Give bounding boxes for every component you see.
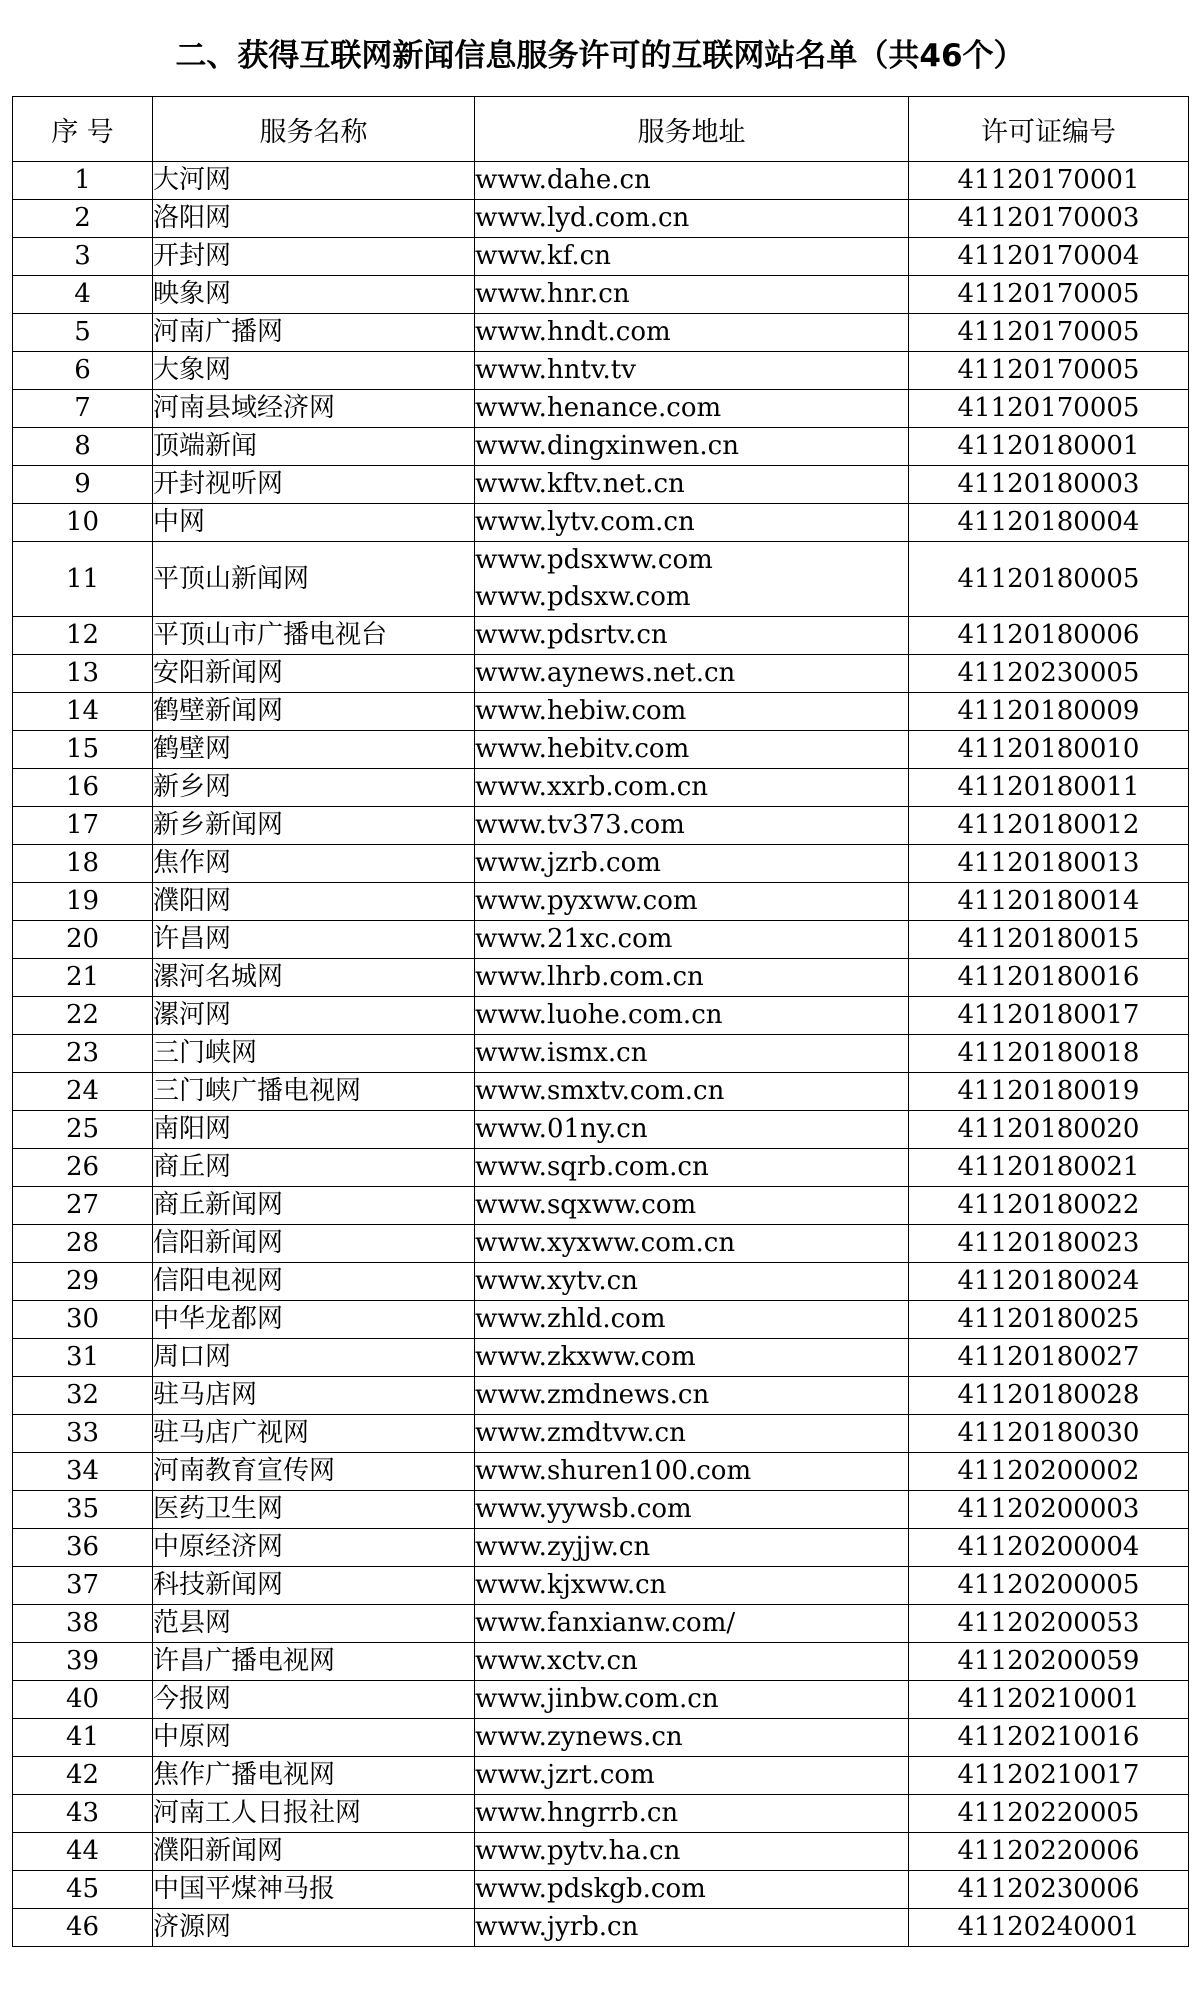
service-url: www.henance.com (475, 393, 722, 423)
service-name: 新乡网 (153, 769, 475, 807)
service-name: 中原经济网 (153, 1529, 475, 1567)
service-url-cell (475, 617, 909, 655)
license-number: 41120170005 (909, 352, 1189, 390)
service-url: www.pyxww.com (475, 886, 698, 916)
license-number: 41120180025 (909, 1301, 1189, 1339)
license-number: 41120220005 (909, 1795, 1189, 1833)
license-number: 41120180018 (909, 1035, 1189, 1073)
service-name: 洛阳网 (153, 200, 475, 238)
service-name: 大象网 (153, 352, 475, 390)
row-number: 14 (13, 693, 153, 731)
service-url: www.lyd.com.cn (475, 203, 690, 233)
row-number: 41 (13, 1719, 153, 1757)
service-name: 鹤壁新闻网 (153, 693, 475, 731)
service-url-cell (475, 845, 909, 883)
service-name: 信阳新闻网 (153, 1225, 475, 1263)
service-url: www.hndt.com (475, 317, 671, 347)
row-number: 36 (13, 1529, 153, 1567)
table-row (13, 1643, 1189, 1681)
license-number: 41120240001 (909, 1909, 1189, 1947)
row-number: 45 (13, 1871, 153, 1909)
service-name: 南阳网 (153, 1111, 475, 1149)
row-number: 23 (13, 1035, 153, 1073)
license-number: 41120200005 (909, 1567, 1189, 1605)
license-number: 41120200053 (909, 1605, 1189, 1643)
license-number: 41120180006 (909, 617, 1189, 655)
service-name: 映象网 (153, 276, 475, 314)
service-url-cell (475, 542, 909, 617)
license-number: 41120230005 (909, 655, 1189, 693)
service-url: www.jinbw.com.cn (475, 1684, 719, 1714)
license-number: 41120180024 (909, 1263, 1189, 1301)
row-number: 44 (13, 1833, 153, 1871)
table-row (13, 1377, 1189, 1415)
row-number: 20 (13, 921, 153, 959)
license-number: 41120170005 (909, 390, 1189, 428)
row-number: 31 (13, 1339, 153, 1377)
service-url: www.zyjjw.cn (475, 1532, 651, 1562)
table-row (13, 693, 1189, 731)
header-name: 服务名称 (153, 97, 475, 162)
service-name: 开封视听网 (153, 466, 475, 504)
table-row (13, 1605, 1189, 1643)
service-name: 中国平煤神马报 (153, 1871, 475, 1909)
service-url-cell (475, 238, 909, 276)
service-url-cell (475, 1719, 909, 1757)
table-row (13, 1795, 1189, 1833)
row-number: 33 (13, 1415, 153, 1453)
license-number: 41120170001 (909, 162, 1189, 200)
service-url-cell (475, 731, 909, 769)
license-number: 41120180010 (909, 731, 1189, 769)
row-number: 32 (13, 1377, 153, 1415)
service-url: www.sqrb.com.cn (475, 1152, 709, 1182)
row-number: 15 (13, 731, 153, 769)
service-url-cell (475, 655, 909, 693)
service-url: www.zynews.cn (475, 1722, 683, 1752)
service-url-cell (475, 1491, 909, 1529)
table-row (13, 504, 1189, 542)
service-name: 周口网 (153, 1339, 475, 1377)
service-url-cell (475, 1909, 909, 1947)
table-row (13, 238, 1189, 276)
service-name: 驻马店广视网 (153, 1415, 475, 1453)
service-url-cell (475, 1225, 909, 1263)
service-url-cell (475, 769, 909, 807)
row-number: 43 (13, 1795, 153, 1833)
service-url-cell (475, 1605, 909, 1643)
service-name: 许昌网 (153, 921, 475, 959)
service-url: www.pytv.ha.cn (475, 1836, 681, 1866)
row-number: 34 (13, 1453, 153, 1491)
service-name: 中网 (153, 504, 475, 542)
service-url: www.dingxinwen.cn (475, 431, 739, 461)
service-name: 三门峡网 (153, 1035, 475, 1073)
service-url: www.luohe.com.cn (475, 1000, 723, 1030)
table-body (13, 162, 1189, 1947)
service-name: 许昌广播电视网 (153, 1643, 475, 1681)
license-number: 41120180005 (909, 542, 1189, 617)
table-row (13, 845, 1189, 883)
table-row (13, 1757, 1189, 1795)
service-url-cell (475, 162, 909, 200)
table-row (13, 1187, 1189, 1225)
service-url: www.ismx.cn (475, 1038, 648, 1068)
row-number: 28 (13, 1225, 153, 1263)
service-name: 大河网 (153, 162, 475, 200)
license-number: 41120170003 (909, 200, 1189, 238)
service-url-cell (475, 1073, 909, 1111)
service-name: 焦作网 (153, 845, 475, 883)
license-number: 41120210001 (909, 1681, 1189, 1719)
service-url-cell (475, 1795, 909, 1833)
license-number: 41120180028 (909, 1377, 1189, 1415)
row-number: 10 (13, 504, 153, 542)
license-number: 41120220006 (909, 1833, 1189, 1871)
table-row (13, 466, 1189, 504)
service-url-cell (475, 1415, 909, 1453)
service-url-cell (475, 1187, 909, 1225)
license-number: 41120170005 (909, 276, 1189, 314)
service-url-cell (475, 921, 909, 959)
service-url: www.jzrb.com (475, 848, 661, 878)
service-url-cell (475, 1111, 909, 1149)
row-number: 22 (13, 997, 153, 1035)
row-number: 18 (13, 845, 153, 883)
service-name: 三门峡广播电视网 (153, 1073, 475, 1111)
table-row (13, 1415, 1189, 1453)
service-url: www.tv373.com (475, 810, 685, 840)
table-row (13, 162, 1189, 200)
service-url: www.fanxianw.com/ (475, 1608, 736, 1638)
license-number: 41120180027 (909, 1339, 1189, 1377)
row-number: 13 (13, 655, 153, 693)
table-row (13, 997, 1189, 1035)
table-row (13, 542, 1189, 617)
service-url: www.dahe.cn (475, 165, 651, 195)
license-number: 41120200059 (909, 1643, 1189, 1681)
table-row (13, 1567, 1189, 1605)
service-url: www.xytv.cn (475, 1266, 638, 1296)
service-url: www.kftv.net.cn (475, 469, 685, 499)
service-name: 范县网 (153, 1605, 475, 1643)
service-url-cell (475, 1301, 909, 1339)
service-name: 焦作广播电视网 (153, 1757, 475, 1795)
service-name: 河南广播网 (153, 314, 475, 352)
service-name: 中原网 (153, 1719, 475, 1757)
service-url: www.shuren100.com (475, 1456, 752, 1486)
table-header-row (13, 97, 1189, 162)
service-url-cell (475, 693, 909, 731)
service-url: www.smxtv.com.cn (475, 1076, 725, 1106)
table-row (13, 1909, 1189, 1947)
row-number: 35 (13, 1491, 153, 1529)
service-name: 信阳电视网 (153, 1263, 475, 1301)
table-row (13, 1453, 1189, 1491)
license-number: 41120180021 (909, 1149, 1189, 1187)
row-number: 29 (13, 1263, 153, 1301)
table-row (13, 1301, 1189, 1339)
table-row (13, 390, 1189, 428)
license-number: 41120200002 (909, 1453, 1189, 1491)
service-url: www.pdsxww.com (475, 545, 713, 575)
table-row (13, 1225, 1189, 1263)
service-url-cell (475, 1681, 909, 1719)
row-number: 8 (13, 428, 153, 466)
service-url: www.jyrb.cn (475, 1912, 639, 1942)
row-number: 42 (13, 1757, 153, 1795)
service-url-cell (475, 314, 909, 352)
table-row (13, 1035, 1189, 1073)
table-row (13, 428, 1189, 466)
service-url: www.sqxww.com (475, 1190, 697, 1220)
service-url: www.21xc.com (475, 924, 673, 954)
table-row (13, 1719, 1189, 1757)
table-row (13, 617, 1189, 655)
table-row (13, 655, 1189, 693)
row-number: 3 (13, 238, 153, 276)
license-number: 41120180009 (909, 693, 1189, 731)
row-number: 5 (13, 314, 153, 352)
service-url: www.hntv.tv (475, 355, 636, 385)
row-number: 17 (13, 807, 153, 845)
table-row (13, 1681, 1189, 1719)
license-number: 41120180022 (909, 1187, 1189, 1225)
row-number: 12 (13, 617, 153, 655)
row-number: 39 (13, 1643, 153, 1681)
table-row (13, 1263, 1189, 1301)
row-number: 21 (13, 959, 153, 997)
service-url-cell (475, 1567, 909, 1605)
service-url-cell (475, 1263, 909, 1301)
service-url: www.pdskgb.com (475, 1874, 706, 1904)
service-url: www.xctv.cn (475, 1646, 638, 1676)
service-url: www.lytv.com.cn (475, 507, 695, 537)
table-row (13, 276, 1189, 314)
license-number: 41120180011 (909, 769, 1189, 807)
license-number: 41120180020 (909, 1111, 1189, 1149)
service-url: www.01ny.cn (475, 1114, 648, 1144)
service-url-cell (475, 1833, 909, 1871)
service-url: www.aynews.net.cn (475, 658, 736, 688)
service-url-cell (475, 200, 909, 238)
row-number: 4 (13, 276, 153, 314)
service-name: 漯河网 (153, 997, 475, 1035)
table-row (13, 200, 1189, 238)
license-number: 41120210016 (909, 1719, 1189, 1757)
page-title: 二、获得互联网新闻信息服务许可的互联网站名单（共46个） (175, 38, 1025, 74)
table-row (13, 1111, 1189, 1149)
service-name: 科技新闻网 (153, 1567, 475, 1605)
table-row (13, 1339, 1189, 1377)
service-url: www.hebitv.com (475, 734, 690, 764)
row-number: 46 (13, 1909, 153, 1947)
license-number: 41120180003 (909, 466, 1189, 504)
row-number: 30 (13, 1301, 153, 1339)
service-name: 商丘网 (153, 1149, 475, 1187)
service-url: www.xxrb.com.cn (475, 772, 709, 802)
service-url: www.hebiw.com (475, 696, 687, 726)
row-number: 26 (13, 1149, 153, 1187)
service-name: 鹤壁网 (153, 731, 475, 769)
service-name: 今报网 (153, 1681, 475, 1719)
service-url-cell (475, 1871, 909, 1909)
header-license: 许可证编号 (909, 97, 1189, 162)
service-name: 河南工人日报社网 (153, 1795, 475, 1833)
service-url-cell (475, 883, 909, 921)
service-url-cell (475, 807, 909, 845)
service-url: www.lhrb.com.cn (475, 962, 704, 992)
table-row (13, 1491, 1189, 1529)
service-url-cell (475, 352, 909, 390)
table-row (13, 959, 1189, 997)
license-number: 41120170004 (909, 238, 1189, 276)
row-number: 7 (13, 390, 153, 428)
license-number: 41120180015 (909, 921, 1189, 959)
service-url-cell (475, 1643, 909, 1681)
row-number: 11 (13, 542, 153, 617)
service-url: www.xyxww.com.cn (475, 1228, 736, 1258)
license-number: 41120180013 (909, 845, 1189, 883)
service-url: www.zkxww.com (475, 1342, 696, 1372)
row-number: 25 (13, 1111, 153, 1149)
service-url: www.zhld.com (475, 1304, 666, 1334)
license-number: 41120180001 (909, 428, 1189, 466)
service-name: 安阳新闻网 (153, 655, 475, 693)
license-number: 41120200004 (909, 1529, 1189, 1567)
service-url-cell (475, 466, 909, 504)
service-name: 医药卫生网 (153, 1491, 475, 1529)
service-name: 平顶山市广播电视台 (153, 617, 475, 655)
license-number: 41120200003 (909, 1491, 1189, 1529)
service-name: 驻马店网 (153, 1377, 475, 1415)
service-url-cell (475, 390, 909, 428)
license-number: 41120180030 (909, 1415, 1189, 1453)
table-row (13, 807, 1189, 845)
table-row (13, 883, 1189, 921)
service-url: www.jzrt.com (475, 1760, 655, 1790)
website-list-table (12, 96, 1189, 1947)
license-number: 41120180014 (909, 883, 1189, 921)
table-row (13, 769, 1189, 807)
service-url: www.pdsxw.com (475, 582, 691, 612)
row-number: 40 (13, 1681, 153, 1719)
row-number: 9 (13, 466, 153, 504)
row-number: 1 (13, 162, 153, 200)
service-url: www.kjxww.cn (475, 1570, 667, 1600)
service-name: 新乡新闻网 (153, 807, 475, 845)
row-number: 27 (13, 1187, 153, 1225)
service-url: www.zmdnews.cn (475, 1380, 710, 1410)
service-url: www.pdsrtv.cn (475, 620, 668, 650)
service-name: 中华龙都网 (153, 1301, 475, 1339)
service-url-cell (475, 504, 909, 542)
license-number: 41120180012 (909, 807, 1189, 845)
service-url: www.yywsb.com (475, 1494, 692, 1524)
service-url: www.hnr.cn (475, 279, 630, 309)
row-number: 38 (13, 1605, 153, 1643)
license-number: 41120170005 (909, 314, 1189, 352)
service-name: 开封网 (153, 238, 475, 276)
row-number: 37 (13, 1567, 153, 1605)
service-name: 河南教育宣传网 (153, 1453, 475, 1491)
service-url-cell (475, 1035, 909, 1073)
service-name: 平顶山新闻网 (153, 542, 475, 617)
header-no: 序 号 (13, 97, 153, 162)
table-row (13, 314, 1189, 352)
service-url: www.hngrrb.cn (475, 1798, 679, 1828)
license-number: 41120180016 (909, 959, 1189, 997)
service-name: 顶端新闻 (153, 428, 475, 466)
service-name: 商丘新闻网 (153, 1187, 475, 1225)
row-number: 24 (13, 1073, 153, 1111)
table-row (13, 352, 1189, 390)
service-name: 濮阳新闻网 (153, 1833, 475, 1871)
service-url-cell (475, 428, 909, 466)
service-name: 河南县域经济网 (153, 390, 475, 428)
license-number: 41120180017 (909, 997, 1189, 1035)
service-url-cell (475, 997, 909, 1035)
service-url-cell (475, 1377, 909, 1415)
table-row (13, 1073, 1189, 1111)
table-row (13, 921, 1189, 959)
row-number: 16 (13, 769, 153, 807)
service-url-cell (475, 1339, 909, 1377)
header-url: 服务地址 (475, 97, 909, 162)
license-number: 41120180004 (909, 504, 1189, 542)
service-url: www.kf.cn (475, 241, 611, 271)
table-row (13, 1529, 1189, 1567)
table-row (13, 1833, 1189, 1871)
service-name: 济源网 (153, 1909, 475, 1947)
service-url-cell (475, 1757, 909, 1795)
service-url-cell (475, 959, 909, 997)
service-url-cell (475, 276, 909, 314)
license-number: 41120230006 (909, 1871, 1189, 1909)
row-number: 19 (13, 883, 153, 921)
license-number: 41120210017 (909, 1757, 1189, 1795)
service-name: 漯河名城网 (153, 959, 475, 997)
license-number: 41120180019 (909, 1073, 1189, 1111)
service-url: www.zmdtvw.cn (475, 1418, 686, 1448)
row-number: 2 (13, 200, 153, 238)
service-url-cell (475, 1149, 909, 1187)
table-row (13, 731, 1189, 769)
table-row (13, 1149, 1189, 1187)
license-number: 41120180023 (909, 1225, 1189, 1263)
table-row (13, 1871, 1189, 1909)
row-number: 6 (13, 352, 153, 390)
service-name: 濮阳网 (153, 883, 475, 921)
service-url-cell (475, 1529, 909, 1567)
service-url-cell (475, 1453, 909, 1491)
